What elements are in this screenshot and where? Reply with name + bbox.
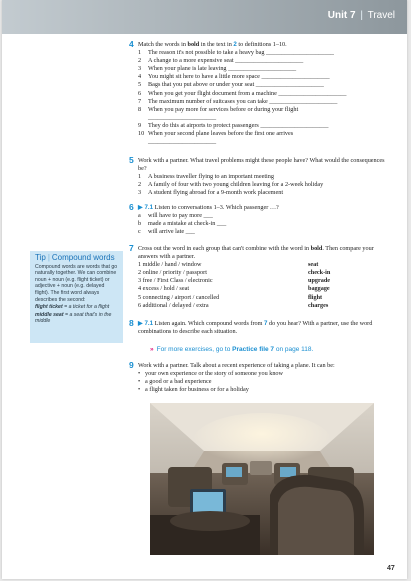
unit-title: Unit 7 | Travel (327, 10, 395, 21)
word-group[interactable]: 1 middle / hand / window (138, 261, 202, 269)
tip-example-1: flight ticket = a ticket for a flight (35, 304, 110, 311)
list-item: 9 They do this at airports to protect passengers ______________________ (138, 121, 329, 129)
list-item: a will have to pay more ___ (138, 212, 213, 220)
tip-heading: Tip | Compound words (35, 253, 115, 262)
list-item: 3 A student flying abroad for a 9-month work placement (138, 189, 284, 197)
word-group[interactable]: 4 excess / hold / seat (138, 285, 190, 293)
exercise-4-instruction: Match the words in bold in the text in 2 to definitions 1–10. (138, 41, 287, 48)
list-item: c will arrive late ___ (138, 228, 195, 236)
audio-track-label[interactable]: ▶ 7.1 (138, 320, 154, 327)
exercise-9: 9 Work with a partner. Talk about a recent experience of taking a plane. It can be: • your own experience or the story of someone you know • a good or a bad experience • a flight taken for business or for a holiday (138, 362, 393, 394)
exercise-6: 6 ▶ 7.1 Listen to conversations 1–3. Which passenger …? a will have to pay more ___ b made a mistake at check-in ___ c will arrive late ___ (138, 204, 393, 236)
exercise-8-instruction: ▶ 7.1 Listen again. Which compound words from 7 do you hear? With a partner, use the word combinations to describe each situation. (138, 320, 373, 336)
target-word: check-in (308, 269, 331, 277)
tip-example-2: middle seat = a seat that's in the middle (35, 311, 112, 325)
unit-header-bar (2, 0, 407, 34)
word-group[interactable]: 6 additional / delayed / extra (138, 301, 209, 309)
airplane-cabin-illustration (150, 403, 374, 555)
list-item: 7 The maximum number of suitcases you can take ______________________ (138, 97, 338, 105)
textbook-page (2, 0, 407, 579)
word-group[interactable]: 2 online / priority / passport (138, 269, 207, 277)
double-chevron-icon: » (150, 346, 154, 353)
list-item: 1 The reason it's not possible to take a heavy bag ______________________ (138, 49, 335, 57)
exercise-6-list (138, 212, 393, 236)
list-item: 3 When your plane is late leaving ______________________ (138, 65, 297, 73)
airplane-cabin-photo (150, 403, 374, 555)
list-item: 1 A business traveller flying to an important meeting (138, 173, 274, 181)
target-word: seat (308, 261, 319, 269)
exercise-5-list (138, 173, 393, 197)
tip-body: Compound words are words that go naturally together. We can combine noun + noun (e.g. flight ticket) or adjective + noun (e.g. delayed flight). The first word always describes the second: (35, 263, 118, 303)
list-item: 8 When you pay more for services before or during your flight (138, 105, 299, 113)
bullet-item: • a good or a bad experience (138, 378, 393, 386)
exercise-4: 4 Match the words in bold in the text in 2 to definitions 1–10. 1 The reason it's not possible to take a heavy bag ______________________ 2 A change to a more expensive seat ______________________ 3 When your plane is late leaving ______________________ 4 You might sit here to have a little more space ______________________ 5 Bags that you put above or under your seat ______________________ 6 When you get your flight document from a machine ______________________ 7 The maximum number of suitcases you can take ______________________ 8 When you pay more for services before or during your flight ______________________ 9 They do this at airports to protect passengers ______________________ 10 When your second plane leaves before the first one arrives ______________________ (138, 41, 393, 146)
exercise-4-list (138, 49, 393, 146)
target-word: charges (308, 301, 329, 309)
target-word: upgrade (308, 277, 331, 285)
target-word: baggage (308, 285, 330, 293)
exercise-5-instruction: Work with a partner. What travel problems might these people have? What would the consequences be? (138, 157, 385, 173)
list-item: 4 You might sit here to have a little more space ______________________ (138, 73, 330, 81)
list-item: ______________________ (148, 113, 217, 121)
exercise-7: 7 Cross out the word in each group that can't combine with the word in bold. Then compare your answers with a partner. 1 middle / hand / window 2 online / priority / passport 3 free / First Class / electronic 4 excess / hold / seat 5 connecting / airport / cancelled 6 additional / delayed / extra seat check-in upgrade baggage flight charges (138, 245, 393, 310)
page-number: 47 (387, 565, 395, 572)
word-group[interactable]: 3 free / First Class / electronic (138, 277, 213, 285)
list-item: 10 When your second plane leaves before the first one arrives (138, 130, 294, 138)
list-item: b made a mistake at check-in ___ (138, 220, 227, 228)
target-word: flight (308, 293, 323, 301)
tip-box (30, 251, 123, 343)
list-item: 2 A family of four with two young children leaving for a 2-week holiday (138, 181, 324, 189)
list-item: 5 Bags that you put above or under your seat ______________________ (138, 81, 324, 89)
compound-words-table (138, 261, 393, 310)
list-item: 2 A change to a more expensive seat ______________________ (138, 57, 304, 65)
exercise-9-bullets (138, 370, 393, 394)
bullet-item: • your own experience or the story of someone you know (138, 370, 393, 378)
audio-track-label[interactable]: ▶ 7.1 (138, 204, 154, 211)
exercise-9-instruction: Work with a partner. Talk about a recent experience of taking a plane. It can be: (138, 362, 335, 369)
list-item: ______________________ (148, 138, 217, 146)
bullet-item: • a flight taken for business or for a holiday (138, 386, 393, 394)
exercise-6-instruction: ▶ 7.1 Listen to conversations 1–3. Which passenger …? (138, 204, 279, 211)
practice-file-link[interactable]: » For more exercises, go to Practice file 7 on page 118. (150, 346, 314, 353)
word-group[interactable]: 5 connecting / airport / cancelled (138, 293, 220, 301)
exercise-7-instruction: Cross out the word in each group that can't combine with the word in bold. Then compare your answers with a partner. (138, 245, 374, 261)
exercise-5: 5 Work with a partner. What travel problems might these people have? What would the consequences be? 1 A business traveller flying to an important meeting 2 A family of four with two young children leaving for a 2-week holiday 3 A student flying abroad for a 9-month work placement (138, 157, 393, 197)
exercise-8: 8 ▶ 7.1 Listen again. Which compound words from 7 do you hear? With a partner, use the word combinations to describe each situation. (138, 320, 393, 336)
list-item: 6 When you get your flight document from a machine ______________________ (138, 89, 347, 97)
